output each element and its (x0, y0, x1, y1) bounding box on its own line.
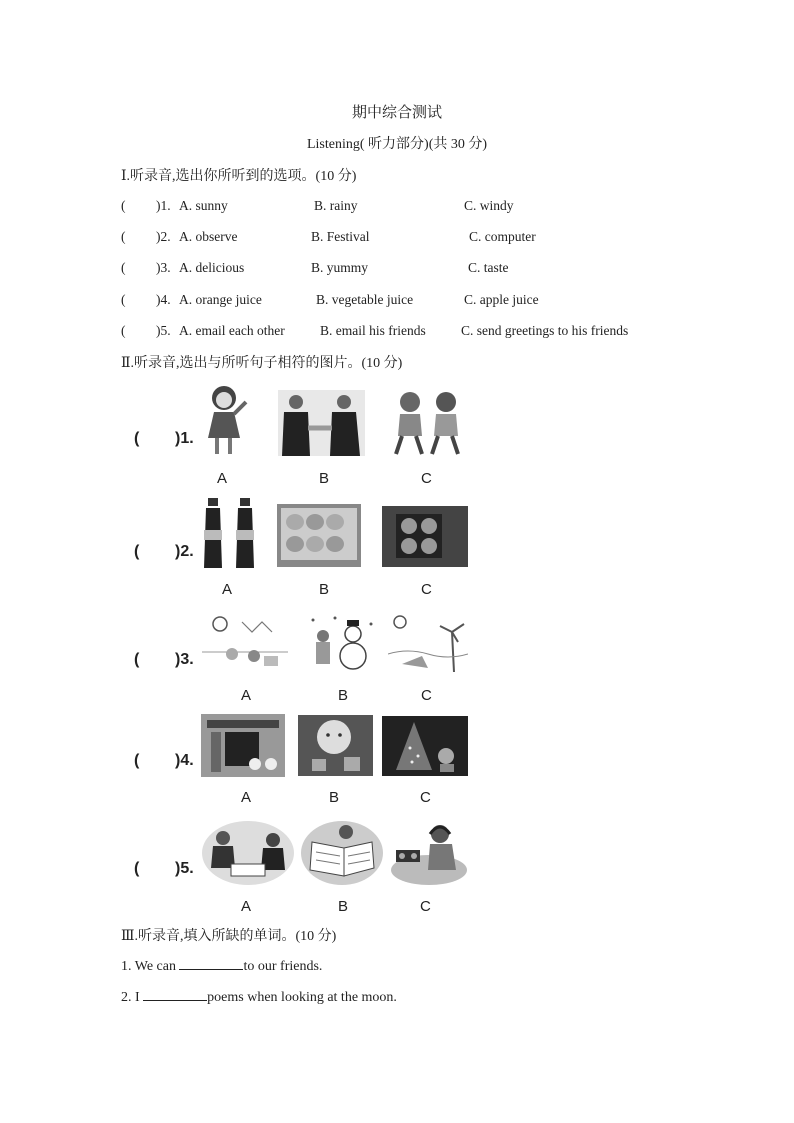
spring-festival-picture[interactable] (201, 714, 285, 777)
fill-text-after: poems when looking at the moon. (207, 990, 397, 1005)
section-2-heading: Ⅱ.听录音,选出与所听句子相符的图片。(10 分) (121, 356, 403, 371)
spring-picnic-picture[interactable] (202, 612, 288, 672)
question-number: )3. (156, 260, 171, 275)
answer-paren[interactable]: ( (134, 543, 140, 560)
page-title: 期中综合测试 (351, 105, 442, 121)
option-b: B. yummy (311, 260, 369, 275)
option-c: C. apple juice (464, 292, 539, 307)
moon-icon (298, 715, 373, 776)
answer-blank[interactable] (179, 957, 243, 970)
option-b: B. rainy (314, 198, 358, 213)
option-label-c: C (420, 789, 431, 806)
page-subtitle: Listening( 听力部分)(共 30 分) (306, 137, 488, 152)
beach-summer-picture[interactable] (388, 612, 468, 672)
question-number: )2. (156, 229, 171, 244)
answer-paren[interactable]: ( (134, 430, 140, 447)
answer-paren[interactable]: ( (134, 651, 140, 668)
option-label-c: C (421, 581, 432, 598)
girl-waving-icon (202, 382, 250, 458)
listening-music-picture[interactable] (390, 818, 468, 886)
christmas-tree-picture[interactable] (382, 716, 468, 776)
option-a: A. delicious (179, 260, 245, 275)
answer-paren[interactable]: ( (134, 752, 140, 769)
snowman-icon (305, 612, 377, 672)
option-b: B. email his friends (320, 323, 426, 338)
option-label-b: B (319, 581, 330, 598)
option-a: A. sunny (179, 198, 228, 213)
section-3-heading: Ⅲ.听录音,填入所缺的单词。(10 分) (121, 929, 337, 944)
chess-icon (201, 820, 295, 886)
option-label-a: A (241, 789, 252, 806)
option-a: A. orange juice (179, 292, 262, 307)
option-b: B. vegetable juice (316, 292, 414, 307)
fill-text-after: to our friends. (243, 959, 323, 974)
option-c: C. computer (469, 229, 536, 244)
option-label-a: A (241, 898, 252, 915)
question-number: )3. (175, 651, 194, 668)
fill-text-before: 2. I (121, 990, 144, 1005)
children-walking-picture[interactable] (386, 388, 470, 458)
answer-paren[interactable]: ( (121, 229, 126, 244)
picnic-icon (202, 612, 288, 672)
option-a: A. email each other (179, 323, 285, 338)
fill-in-item (121, 957, 322, 975)
question-number: )5. (156, 323, 171, 338)
option-label-a: A (222, 581, 233, 598)
christmas-tree-icon (382, 716, 468, 776)
cola-bottles-picture[interactable] (202, 498, 258, 568)
handshake-icon (278, 390, 365, 456)
girl-waving-picture[interactable] (202, 382, 250, 458)
mooncakes-box-picture[interactable] (382, 506, 468, 567)
option-label-b: B (319, 470, 330, 487)
question-number: )2. (175, 543, 194, 560)
option-c: C. send greetings to his friends (461, 323, 629, 338)
option-label-a: A (241, 687, 252, 704)
question-number: )4. (175, 752, 194, 769)
festival-icon (201, 714, 285, 777)
option-a: A. observe (179, 229, 238, 244)
answer-paren[interactable]: ( (121, 292, 126, 307)
question-number: )1. (156, 198, 171, 213)
newspaper-icon (300, 820, 384, 886)
option-label-b: B (338, 898, 349, 915)
bottles-icon (202, 498, 258, 568)
option-b: B. Festival (311, 229, 370, 244)
playing-chess-picture[interactable] (201, 820, 295, 886)
option-c: C. taste (468, 260, 509, 275)
option-label-b: B (338, 687, 349, 704)
answer-paren[interactable]: ( (134, 860, 140, 877)
option-label-c: C (420, 898, 431, 915)
answer-paren[interactable]: ( (121, 198, 126, 213)
option-label-c: C (421, 470, 432, 487)
reading-newspaper-picture[interactable] (300, 820, 384, 886)
answer-paren[interactable]: ( (121, 260, 126, 275)
option-c: C. windy (464, 198, 514, 213)
fill-in-item (121, 988, 397, 1006)
mooncakes-icon (382, 506, 468, 567)
question-number: )5. (175, 860, 194, 877)
businessmen-handshake-picture[interactable] (278, 390, 365, 456)
beach-icon (388, 612, 468, 672)
question-number: )4. (156, 292, 171, 307)
option-label-c: C (421, 687, 432, 704)
question-number: )1. (175, 430, 194, 447)
mid-autumn-moon-picture[interactable] (298, 715, 373, 776)
answer-paren[interactable]: ( (121, 323, 126, 338)
fill-text-before: 1. We can (121, 959, 180, 974)
snowman-winter-picture[interactable] (305, 612, 377, 672)
option-label-b: B (329, 789, 340, 806)
strawberries-box-picture[interactable] (277, 504, 361, 567)
option-label-a: A (217, 470, 228, 487)
section-1-heading: Ⅰ.听录音,选出你所听到的选项。(10 分) (121, 169, 357, 184)
strawberries-icon (277, 504, 361, 567)
answer-blank[interactable] (143, 988, 207, 1001)
children-icon (386, 388, 470, 458)
headphones-icon (390, 818, 468, 886)
